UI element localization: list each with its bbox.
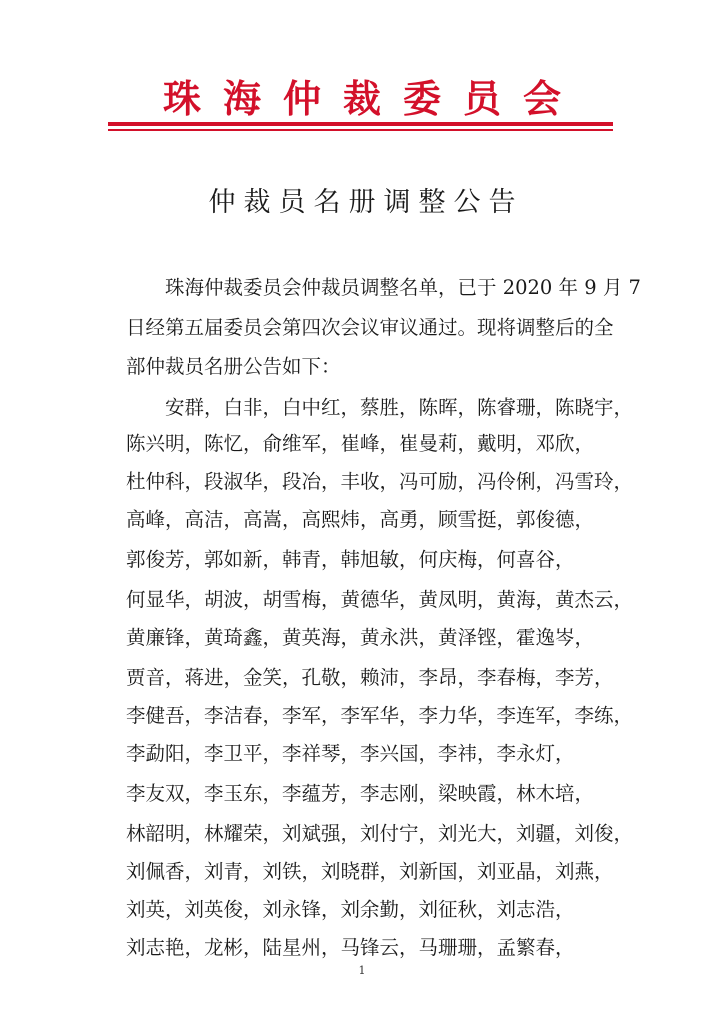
- page-number: 1: [358, 964, 366, 977]
- name-list-line: 黄廉锋，黄琦鑫，黄英海，黄永洪，黄泽铿，霍逸岑，: [126, 626, 595, 649]
- name-list-line: 刘佩香，刘青，刘铁，刘晓群，刘新国，刘亚晶，刘燕，: [126, 860, 614, 883]
- name-list-line: 李友双，李玉东，李蕴芳，李志刚，梁映霞，林木培，: [126, 782, 595, 805]
- name-list-line: 刘英，刘英俊，刘永锋，刘余勤，刘征秋，刘志浩，: [126, 898, 575, 921]
- header-rule-thick: [108, 122, 613, 126]
- name-list-line: 刘志艳，龙彬，陆星州，马锋云，马珊珊，孟繁春，: [126, 936, 575, 959]
- name-list-line: 高峰，高洁，高嵩，高熙炜，高勇，顾雪挺，郭俊德，: [126, 508, 595, 531]
- name-list-line: 林韶明，林耀荣，刘斌强，刘付宁，刘光大，刘疆，刘俊，: [126, 822, 634, 845]
- name-list-line: 杜仲科，段淑华，段冶，丰收，冯可励，冯伶俐，冯雪玲，: [126, 470, 634, 493]
- name-list-line: 李勐阳，李卫平，李祥琴，李兴国，李祎，李永灯，: [126, 742, 575, 765]
- name-list-line: 李健吾，李洁春，李军，李军华，李力华，李连军，李练，: [126, 704, 634, 727]
- intro-line: 日经第五届委员会第四次会议审议通过。现将调整后的全: [126, 316, 614, 339]
- header-rule-thin: [108, 129, 613, 131]
- intro-line: 珠海仲裁委员会仲裁员调整名单，已于 2020 年 9 月 7: [165, 276, 641, 299]
- intro-line: 部仲裁员名册公告如下：: [126, 355, 341, 378]
- organization-header: 珠海仲裁委员会: [162, 76, 583, 121]
- document-title: 仲裁员名册调整公告: [208, 187, 524, 218]
- name-list-line: 何显华，胡波，胡雪梅，黄德华，黄凤明，黄海，黄杰云，: [126, 588, 634, 611]
- name-list-line: 陈兴明，陈忆，俞维军，崔峰，崔曼莉，戴明，邓欣，: [126, 432, 595, 455]
- name-list-line: 贾音，蒋进，金笑，孔敬，赖沛，李昂，李春梅，李芳，: [126, 666, 614, 689]
- name-list-line: 安群，白非，白中红，蔡胜，陈晖，陈睿珊，陈晓宇，: [165, 396, 634, 419]
- name-list-line: 郭俊芳，郭如新，韩青，韩旭敏，何庆梅，何喜谷，: [126, 548, 575, 571]
